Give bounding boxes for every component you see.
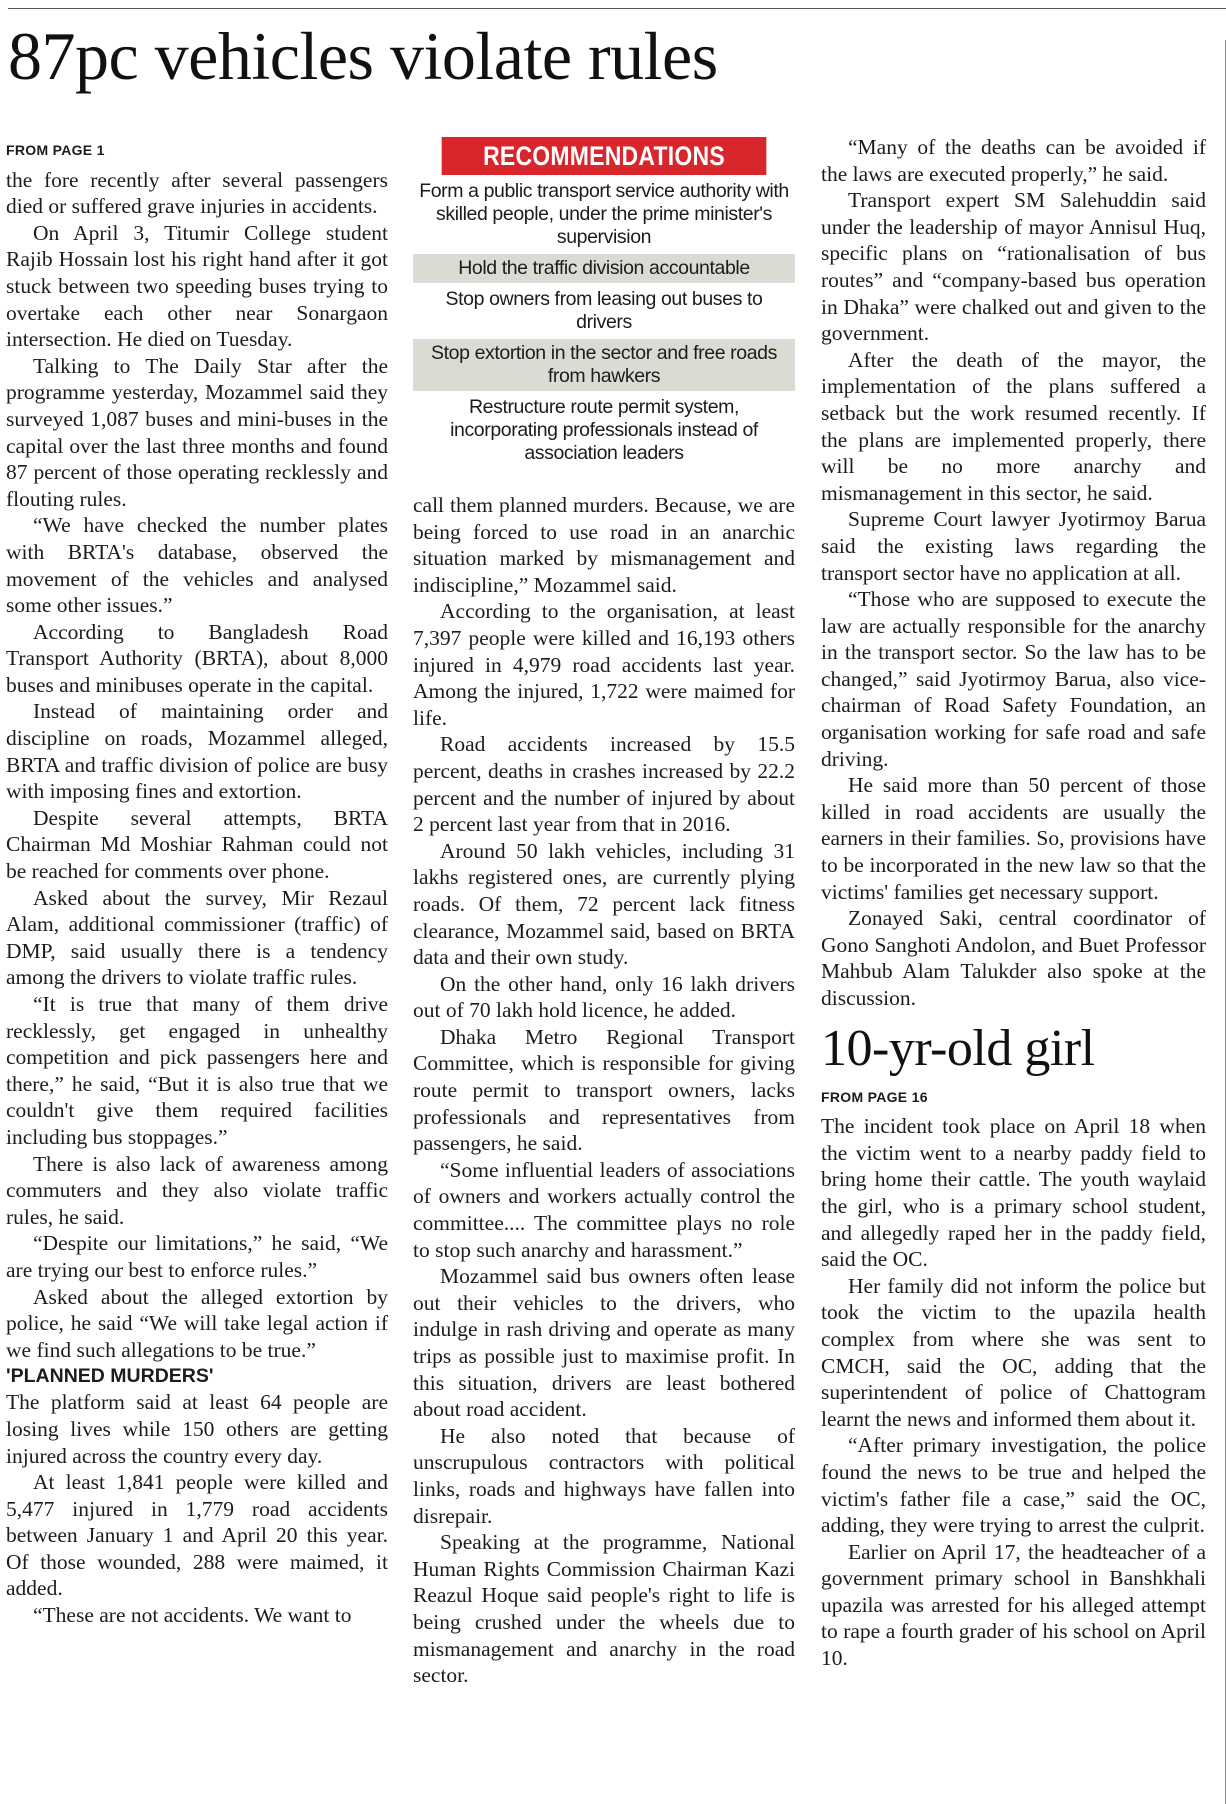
paragraph: “Some influential leaders of associations of owners and workers actually control the committee.... The committee plays no role to stop such anarchy and harassment.”: [413, 1157, 795, 1262]
paragraph: “Those who are supposed to execute the law are actually responsible for the anarchy in the transport sector. So the law has to be changed,” said Jyotirmoy Barua, also vice-chairman of Road Safety Foundation, an organisation working for safe road and safe driving.: [821, 587, 1206, 771]
column-3: [821, 134, 1206, 1798]
paragraph: Around 50 lakh vehicles, including 31 lakhs registered ones, are currently plying roads. Of them, 72 percent lack fitness clearance, Mozammel said, based on BRTA data and their own study.: [413, 838, 795, 970]
paragraph: The incident took place on April 18 when the victim went to a nearby paddy field to bring home their cattle. The youth waylaid the girl, who is a primary school student, and allegedly raped her in the paddy field, said the OC.: [821, 1114, 1206, 1272]
paragraph: Dhaka Metro Regional Transport Committee, which is responsible for giving route permit to transport owners, lacks professionals and representatives from passengers, he said.: [413, 1024, 795, 1156]
paragraph: Talking to The Daily Star after the programme yesterday, Mozammel said they surveyed 1,087 buses and mini-buses in the capital over the last three months and found 87 percent of those operating recklessly and flouting rules.: [6, 353, 388, 511]
paragraph: He also noted that because of unscrupulous contractors with political links, roads and highways have fallen into disrepair.: [413, 1423, 795, 1528]
dateline: FROM PAGE 16: [821, 1088, 928, 1105]
recommendation-item: Restructure route permit system, incorporating professionals instead of association leaders: [450, 396, 758, 464]
paragraph: Despite several attempts, BRTA Chairman Md Moshiar Rahman could not be reached for comments over phone.: [6, 805, 388, 884]
paragraph: Instead of maintaining order and discipline on roads, Mozammel alleged, BRTA and traffic division of police are busy with imposing fines and extortion.: [6, 699, 388, 804]
paragraph: “It is true that many of them drive recklessly, get engaged in unhealthy competition and pick passengers here and there,” he said, “But it is also true that we couldn't give them required facilities including bus stoppages.”: [6, 992, 388, 1149]
paragraph: Speaking at the programme, National Human Rights Commission Chairman Kazi Reazul Hoque said people's right to life is being crushed under the wheels due to mismanagement and anarchy in the road sector.: [413, 1530, 795, 1688]
recommendation-item: Stop owners from leasing out buses to drivers: [445, 288, 763, 333]
paragraph: call them planned murders. Because, we are being forced to use road in an anarchic situation marked by mismanagement and indiscipline,” Mozammel said.: [413, 493, 795, 597]
paragraph: Zonayed Saki, central coordinator of Gono Sanghoti Andolon, and Buet Professor Mahbub Alam Talukder also spoke at the discussion.: [821, 906, 1206, 1010]
subhead: 'PLANNED MURDERS': [6, 1365, 214, 1388]
paragraph: On April 3, Titumir College student Rajib Hossain lost his right hand after it got stuck between two speeding buses trying to overtake each other near Sonargaon intersection. He died on Tuesday.: [6, 220, 388, 352]
paragraph: “Many of the deaths can be avoided if the laws are executed properly,” he said.: [821, 135, 1206, 186]
paragraph: Asked about the alleged extortion by police, he said “We will take legal action if we find such allegations to be true.”: [6, 1284, 388, 1362]
column-2: [413, 135, 795, 1798]
second-headline: 10-yr-old girl: [821, 1019, 1095, 1077]
paragraph: Road accidents increased by 15.5 percent, deaths in crashes increased by 22.2 percent and the number of injured by about 2 percent last year from that in 2016.: [413, 732, 795, 837]
paragraph: According to Bangladesh Road Transport Authority (BRTA), about 8,000 buses and minibuses operate in the capital.: [6, 619, 388, 697]
paragraph: “These are not accidents. We want to: [33, 1603, 352, 1628]
paragraph: “We have checked the number plates with BRTA's database, observed the movement of the vehicles and analysed some other issues.”: [6, 513, 388, 618]
dateline: FROM PAGE 1: [6, 142, 105, 158]
recommendation-item: Stop extortion in the sector and free roads from hawkers: [413, 339, 795, 391]
paragraph: After the death of the mayor, the implementation of the plans suffered a setback but the work resumed recently. If the plans are implemented properly, there will be no more anarchy and mismanagement in this sector, he said.: [821, 347, 1206, 505]
paragraph: According to the organisation, at least 7,397 people were killed and 16,193 others injured in 4,979 road accidents last year. Among the injured, 1,722 were maimed for life.: [413, 599, 795, 730]
paragraph: “After primary investigation, the police found the news to be true and helped the victim's father file a case,” said the OC, adding, they were trying to arrest the culprit.: [821, 1433, 1206, 1538]
top-rule: [8, 8, 1226, 9]
paragraph: “Despite our limitations,” he said, “We are trying our best to enforce rules.”: [6, 1231, 388, 1282]
recommendations-title: RECOMMENDATIONS: [442, 137, 767, 175]
paragraph: Asked about the survey, Mir Rezaul Alam, additional commissioner (traffic) of DMP, said usually there is a tendency among the drivers to violate traffic rules.: [6, 885, 388, 990]
recommendation-item: Hold the traffic division accountable: [413, 254, 795, 283]
paragraph: Mozammel said bus owners often lease out their vehicles to the drivers, who indulge in rash driving and operate as many trips as possible just to maximise profit. In this situation, drivers are least bothered about road accident.: [413, 1264, 795, 1422]
paragraph: There is also lack of awareness among commuters and they also violate traffic rules, he said.: [6, 1151, 388, 1229]
paragraph: Supreme Court lawyer Jyotirmoy Barua said the existing laws regarding the transport sector have no application at all.: [821, 507, 1206, 585]
paragraph: At least 1,841 people were killed and 5,477 injured in 1,779 road accidents between January 1 and April 20 this year. Of those wounded, 288 were maimed, it added.: [6, 1470, 388, 1601]
main-headline: 87pc vehicles violate rules: [8, 18, 718, 94]
paragraph: On the other hand, only 16 lakh drivers out of 70 lakh hold licence, he added.: [413, 971, 795, 1023]
paragraph: Earlier on April 17, the headteacher of a government primary school in Banshkhali upazila was arrested for his alleged attempt to rape a fourth grader of his school on April 10.: [821, 1539, 1206, 1671]
paragraph: Transport expert SM Salehuddin said under the leadership of mayor Annisul Huq, specific plans on “rationalisation of bus routes” and “company-based bus operation in Dhaka” were chalked out and given to the government.: [821, 188, 1206, 346]
paragraph: He said more than 50 percent of those killed in road accidents are usually the earners in their families. So, provisions have to be incorporated in the new law so that the victims' families get necessary support.: [821, 773, 1206, 904]
recommendation-item: Form a public transport service authority with skilled people, under the prime minister's supervision: [419, 180, 789, 248]
paragraph: The platform said at least 64 people are losing lives while 150 others are getting injured across the country every day.: [6, 1390, 388, 1468]
recommendations-box: [413, 137, 795, 468]
paragraph: Her family did not inform the police but took the victim to the upazila health complex from where she was sent to CMCH, said the OC, adding that the superintendent of police of Chattogram learnt the news and informed them about it.: [821, 1273, 1206, 1431]
column-1: [6, 135, 388, 1798]
paragraph: the fore recently after several passengers died or suffered grave injuries in accidents.: [6, 167, 388, 219]
